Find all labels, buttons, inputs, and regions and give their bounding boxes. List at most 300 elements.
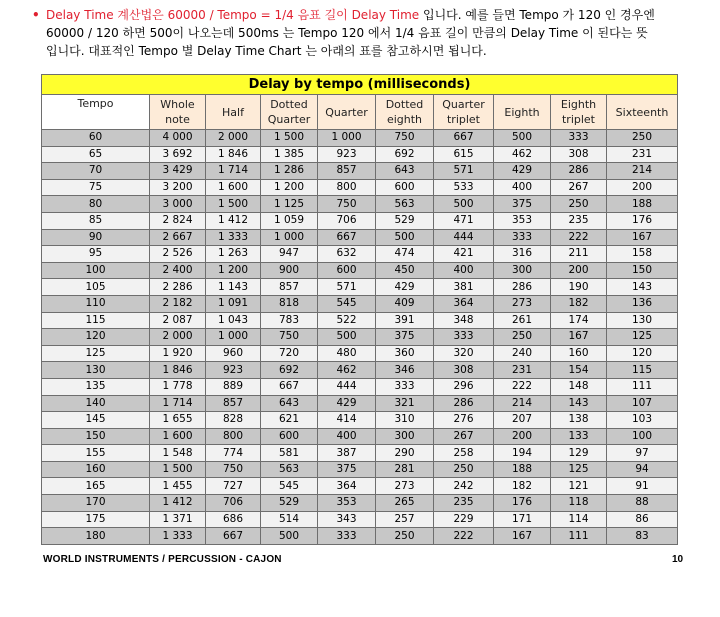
delay-cell: 200	[551, 262, 607, 279]
table-row	[42, 130, 678, 147]
table-row	[42, 495, 678, 512]
delay-cell: 1 778	[150, 378, 206, 395]
delay-cell: 783	[261, 312, 318, 329]
delay-cell: 474	[376, 246, 434, 263]
delay-cell: 321	[376, 395, 434, 412]
tempo-cell: 170	[42, 495, 150, 512]
delay-cell: 375	[318, 461, 376, 478]
tempo-cell: 120	[42, 329, 150, 346]
delay-cell: 3 692	[150, 146, 206, 163]
delay-cell: 125	[607, 329, 678, 346]
delay-cell: 1 412	[206, 212, 261, 229]
delay-cell: 4 000	[150, 130, 206, 147]
delay-cell: 720	[261, 345, 318, 362]
delay-cell: 114	[551, 511, 607, 528]
delay-cell: 686	[206, 511, 261, 528]
tempo-cell: 155	[42, 445, 150, 462]
delay-cell: 188	[607, 196, 678, 213]
delay-cell: 171	[494, 511, 551, 528]
delay-cell: 360	[376, 345, 434, 362]
delay-cell: 1 500	[206, 196, 261, 213]
table-row	[42, 163, 678, 180]
delay-cell: 265	[376, 495, 434, 512]
delay-cell: 400	[318, 428, 376, 445]
delay-cell: 133	[551, 428, 607, 445]
tempo-cell: 95	[42, 246, 150, 263]
column-header-line: Eighth	[504, 105, 540, 119]
delay-cell: 273	[376, 478, 434, 495]
table-row	[42, 329, 678, 346]
delay-cell: 250	[434, 461, 494, 478]
delay-cell: 1 263	[206, 246, 261, 263]
delay-cell: 667	[261, 378, 318, 395]
delay-cell: 1 043	[206, 312, 261, 329]
delay-cell: 706	[206, 495, 261, 512]
delay-cell: 300	[376, 428, 434, 445]
delay-cell: 1 920	[150, 345, 206, 362]
table-row	[42, 412, 678, 429]
delay-cell: 308	[551, 146, 607, 163]
table-body	[42, 130, 678, 545]
delay-cell: 160	[551, 345, 607, 362]
delay-cell: 130	[607, 312, 678, 329]
delay-cell: 1 200	[261, 179, 318, 196]
delay-cell: 818	[261, 295, 318, 312]
table-row	[42, 428, 678, 445]
delay-cell: 364	[434, 295, 494, 312]
delay-cell: 1 548	[150, 445, 206, 462]
delay-cell: 290	[376, 445, 434, 462]
delay-cell: 857	[318, 163, 376, 180]
delay-cell: 381	[434, 279, 494, 296]
delay-cell: 563	[261, 461, 318, 478]
page-number: 10	[672, 554, 684, 565]
delay-cell: 1 125	[261, 196, 318, 213]
tempo-cell: 140	[42, 395, 150, 412]
delay-cell: 346	[376, 362, 434, 379]
intro-line-1-rest: 입니다. 예를 들면 Tempo 가 120 인 경우엔	[419, 8, 655, 22]
column-header-line: Quarter	[325, 105, 368, 119]
delay-cell: 375	[494, 196, 551, 213]
delay-cell: 400	[434, 262, 494, 279]
table-row	[42, 461, 678, 478]
delay-cell: 214	[494, 395, 551, 412]
delay-cell: 750	[376, 130, 434, 147]
delay-cell: 2 400	[150, 262, 206, 279]
delay-cell: 129	[551, 445, 607, 462]
delay-cell: 391	[376, 312, 434, 329]
column-header-line: note	[165, 113, 190, 126]
delay-cell: 444	[318, 378, 376, 395]
delay-cell: 348	[434, 312, 494, 329]
delay-cell: 600	[261, 428, 318, 445]
table-row	[42, 295, 678, 312]
delay-cell: 200	[494, 428, 551, 445]
table-row	[42, 445, 678, 462]
tempo-cell: 180	[42, 528, 150, 545]
column-header	[494, 95, 551, 130]
column-header-line: Dotted	[385, 98, 424, 111]
delay-cell: 353	[494, 212, 551, 229]
delay-cell: 414	[318, 412, 376, 429]
delay-cell: 667	[434, 130, 494, 147]
delay-cell: 545	[318, 295, 376, 312]
delay-cell: 250	[551, 196, 607, 213]
tempo-cell: 175	[42, 511, 150, 528]
delay-cell: 176	[494, 495, 551, 512]
delay-cell: 643	[376, 163, 434, 180]
column-header-line: Quarter	[267, 113, 311, 126]
delay-cell: 750	[261, 329, 318, 346]
delay-cell: 462	[494, 146, 551, 163]
tempo-cell: 160	[42, 461, 150, 478]
delay-cell: 240	[494, 345, 551, 362]
delay-cell: 2 087	[150, 312, 206, 329]
delay-cell: 194	[494, 445, 551, 462]
delay-cell: 774	[206, 445, 261, 462]
delay-cell: 231	[607, 146, 678, 163]
delay-cell: 533	[434, 179, 494, 196]
delay-cell: 1 333	[206, 229, 261, 246]
delay-cell: 563	[376, 196, 434, 213]
delay-cell: 281	[376, 461, 434, 478]
delay-cell: 960	[206, 345, 261, 362]
delay-cell: 333	[376, 378, 434, 395]
delay-cell: 88	[607, 495, 678, 512]
delay-cell: 421	[434, 246, 494, 263]
delay-cell: 250	[376, 528, 434, 545]
delay-cell: 480	[318, 345, 376, 362]
tempo-cell: 130	[42, 362, 150, 379]
delay-cell: 176	[607, 212, 678, 229]
delay-cell: 429	[376, 279, 434, 296]
column-header	[261, 95, 318, 130]
delay-cell: 214	[607, 163, 678, 180]
delay-cell: 261	[494, 312, 551, 329]
delay-cell: 2 667	[150, 229, 206, 246]
table-row	[42, 511, 678, 528]
column-header-line: Half	[222, 105, 244, 119]
delay-cell: 286	[434, 395, 494, 412]
delay-cell: 692	[376, 146, 434, 163]
delay-cell: 235	[551, 212, 607, 229]
delay-cell: 500	[494, 130, 551, 147]
delay-cell: 94	[607, 461, 678, 478]
delay-cell: 115	[607, 362, 678, 379]
delay-cell: 3 200	[150, 179, 206, 196]
delay-cell: 1 714	[206, 163, 261, 180]
delay-cell: 235	[434, 495, 494, 512]
table-row	[42, 146, 678, 163]
column-header-row	[42, 95, 678, 130]
delay-cell: 889	[206, 378, 261, 395]
delay-cell: 343	[318, 511, 376, 528]
delay-cell: 273	[494, 295, 551, 312]
tempo-cell: 90	[42, 229, 150, 246]
tempo-cell: 145	[42, 412, 150, 429]
tempo-cell: 75	[42, 179, 150, 196]
delay-cell: 500	[318, 329, 376, 346]
delay-cell: 947	[261, 246, 318, 263]
delay-cell: 174	[551, 312, 607, 329]
table-row	[42, 378, 678, 395]
delay-cell: 800	[206, 428, 261, 445]
delay-cell: 258	[434, 445, 494, 462]
delay-cell: 120	[607, 345, 678, 362]
delay-cell: 2 286	[150, 279, 206, 296]
delay-cell: 182	[494, 478, 551, 495]
column-header-line: triplet	[446, 113, 480, 126]
delay-cell: 121	[551, 478, 607, 495]
delay-cell: 1 059	[261, 212, 318, 229]
delay-cell: 158	[607, 246, 678, 263]
delay-cell: 296	[434, 378, 494, 395]
tempo-cell: 60	[42, 130, 150, 147]
footer-section-title: WORLD INSTRUMENTS / PERCUSSION - CAJON	[43, 554, 282, 565]
tempo-cell: 70	[42, 163, 150, 180]
delay-cell: 310	[376, 412, 434, 429]
delay-cell: 571	[318, 279, 376, 296]
delay-cell: 1 091	[206, 295, 261, 312]
column-header	[150, 95, 206, 130]
delay-cell: 1 333	[150, 528, 206, 545]
delay-cell: 2 182	[150, 295, 206, 312]
column-header	[376, 95, 434, 130]
delay-cell: 118	[551, 495, 607, 512]
delay-cell: 581	[261, 445, 318, 462]
delay-cell: 600	[318, 262, 376, 279]
delay-cell: 364	[318, 478, 376, 495]
delay-cell: 522	[318, 312, 376, 329]
delay-cell: 632	[318, 246, 376, 263]
table-row	[42, 229, 678, 246]
table-row	[42, 478, 678, 495]
table-row	[42, 196, 678, 213]
delay-cell: 1 846	[206, 146, 261, 163]
delay-cell: 1 200	[206, 262, 261, 279]
delay-cell: 450	[376, 262, 434, 279]
delay-cell: 1 655	[150, 412, 206, 429]
delay-cell: 188	[494, 461, 551, 478]
delay-cell: 167	[551, 329, 607, 346]
delay-cell: 222	[494, 378, 551, 395]
tempo-cell: 135	[42, 378, 150, 395]
delay-cell: 222	[434, 528, 494, 545]
delay-cell: 529	[376, 212, 434, 229]
delay-cell: 308	[434, 362, 494, 379]
delay-cell: 229	[434, 511, 494, 528]
delay-cell: 2 000	[150, 329, 206, 346]
delay-cell: 200	[607, 179, 678, 196]
delay-cell: 3 000	[150, 196, 206, 213]
delay-cell: 2 526	[150, 246, 206, 263]
delay-formula-text: Delay Time 계산법은 60000 / Tempo = 1/4 음표 길이 Delay Time	[46, 8, 420, 22]
delay-cell: 250	[607, 130, 678, 147]
delay-cell: 276	[434, 412, 494, 429]
delay-cell: 621	[261, 412, 318, 429]
table-row	[42, 312, 678, 329]
delay-cell: 600	[376, 179, 434, 196]
column-header	[42, 95, 150, 130]
delay-cell: 286	[494, 279, 551, 296]
delay-cell: 1 286	[261, 163, 318, 180]
delay-cell: 333	[551, 130, 607, 147]
delay-cell: 444	[434, 229, 494, 246]
delay-cell: 167	[494, 528, 551, 545]
delay-cell: 111	[551, 528, 607, 545]
tempo-cell: 85	[42, 212, 150, 229]
column-header-line: Eighth	[560, 98, 597, 111]
delay-cell: 545	[261, 478, 318, 495]
delay-cell: 190	[551, 279, 607, 296]
tempo-cell: 105	[42, 279, 150, 296]
delay-cell: 1 000	[318, 130, 376, 147]
column-header-line: eighth	[386, 113, 423, 126]
delay-cell: 231	[494, 362, 551, 379]
table-row	[42, 212, 678, 229]
table-row	[42, 362, 678, 379]
delay-cell: 148	[551, 378, 607, 395]
tempo-cell: 100	[42, 262, 150, 279]
delay-cell: 86	[607, 511, 678, 528]
delay-cell: 143	[607, 279, 678, 296]
table-title: Delay by tempo (milliseconds)	[42, 75, 678, 95]
intro-paragraph	[32, 6, 706, 60]
delay-cell: 267	[551, 179, 607, 196]
delay-by-tempo-table	[41, 74, 678, 545]
table-row	[42, 179, 678, 196]
column-header-line: Quarter	[442, 98, 485, 111]
delay-cell: 242	[434, 478, 494, 495]
delay-cell: 150	[607, 262, 678, 279]
delay-cell: 1 371	[150, 511, 206, 528]
delay-cell: 1 846	[150, 362, 206, 379]
delay-cell: 353	[318, 495, 376, 512]
tempo-cell: 110	[42, 295, 150, 312]
delay-cell: 667	[318, 229, 376, 246]
delay-cell: 1 000	[206, 329, 261, 346]
delay-cell: 1 385	[261, 146, 318, 163]
delay-cell: 167	[607, 229, 678, 246]
delay-cell: 429	[494, 163, 551, 180]
column-header-line: Sixteenth	[615, 105, 669, 119]
delay-cell: 111	[607, 378, 678, 395]
delay-cell: 471	[434, 212, 494, 229]
delay-cell: 103	[607, 412, 678, 429]
delay-cell: 571	[434, 163, 494, 180]
tempo-cell: 80	[42, 196, 150, 213]
delay-cell: 514	[261, 511, 318, 528]
intro-line-3: 입니다. 대표적인 Tempo 별 Delay Time Chart 는 아래의 표를 참고하시면 됩니다.	[46, 44, 487, 58]
table-row	[42, 262, 678, 279]
delay-cell: 222	[551, 229, 607, 246]
column-header-line: Whole	[160, 98, 195, 111]
delay-cell: 97	[607, 445, 678, 462]
delay-cell: 727	[206, 478, 261, 495]
delay-cell: 333	[318, 528, 376, 545]
delay-cell: 257	[376, 511, 434, 528]
column-header-line: triplet	[561, 113, 595, 126]
delay-cell: 1 500	[150, 461, 206, 478]
table-row	[42, 528, 678, 545]
delay-cell: 250	[494, 329, 551, 346]
tempo-cell: 115	[42, 312, 150, 329]
delay-cell: 500	[261, 528, 318, 545]
table-row	[42, 345, 678, 362]
delay-cell: 387	[318, 445, 376, 462]
delay-cell: 800	[318, 179, 376, 196]
delay-cell: 286	[551, 163, 607, 180]
column-header	[551, 95, 607, 130]
delay-cell: 91	[607, 478, 678, 495]
delay-cell: 333	[434, 329, 494, 346]
delay-cell: 1 000	[261, 229, 318, 246]
delay-cell: 529	[261, 495, 318, 512]
delay-cell: 1 500	[261, 130, 318, 147]
delay-cell: 211	[551, 246, 607, 263]
tempo-cell: 125	[42, 345, 150, 362]
delay-cell: 706	[318, 212, 376, 229]
delay-cell: 3 429	[150, 163, 206, 180]
delay-cell: 125	[551, 461, 607, 478]
column-header-line: Tempo	[77, 97, 114, 110]
delay-cell: 1 600	[150, 428, 206, 445]
delay-cell: 462	[318, 362, 376, 379]
table-row	[42, 279, 678, 296]
delay-cell: 2 000	[206, 130, 261, 147]
delay-cell: 107	[607, 395, 678, 412]
delay-cell: 143	[551, 395, 607, 412]
delay-cell: 207	[494, 412, 551, 429]
delay-cell: 100	[607, 428, 678, 445]
column-header-line: Dotted	[270, 98, 308, 111]
delay-cell: 828	[206, 412, 261, 429]
tempo-cell: 65	[42, 146, 150, 163]
delay-cell: 615	[434, 146, 494, 163]
delay-cell: 136	[607, 295, 678, 312]
column-header	[206, 95, 261, 130]
delay-cell: 316	[494, 246, 551, 263]
delay-cell: 83	[607, 528, 678, 545]
delay-cell: 692	[261, 362, 318, 379]
delay-cell: 267	[434, 428, 494, 445]
column-header	[607, 95, 678, 130]
column-header	[434, 95, 494, 130]
delay-cell: 643	[261, 395, 318, 412]
delay-cell: 2 824	[150, 212, 206, 229]
delay-cell: 333	[494, 229, 551, 246]
delay-cell: 138	[551, 412, 607, 429]
delay-cell: 409	[376, 295, 434, 312]
delay-cell: 857	[206, 395, 261, 412]
intro-line-1	[46, 6, 706, 24]
delay-cell: 429	[318, 395, 376, 412]
delay-cell: 1 600	[206, 179, 261, 196]
tempo-cell: 150	[42, 428, 150, 445]
delay-cell: 667	[206, 528, 261, 545]
table-row	[42, 246, 678, 263]
delay-cell: 1 143	[206, 279, 261, 296]
intro-line-2: 60000 / 120 하면 500이 나오는데 500ms 는 Tempo 120 에서 1/4 음표 길이 만큼의 Delay Time 이 된다는 뜻	[46, 26, 648, 40]
tempo-cell: 165	[42, 478, 150, 495]
delay-cell: 1 412	[150, 495, 206, 512]
delay-cell: 300	[494, 262, 551, 279]
delay-cell: 320	[434, 345, 494, 362]
delay-cell: 750	[206, 461, 261, 478]
delay-cell: 923	[318, 146, 376, 163]
delay-cell: 154	[551, 362, 607, 379]
delay-cell: 900	[261, 262, 318, 279]
